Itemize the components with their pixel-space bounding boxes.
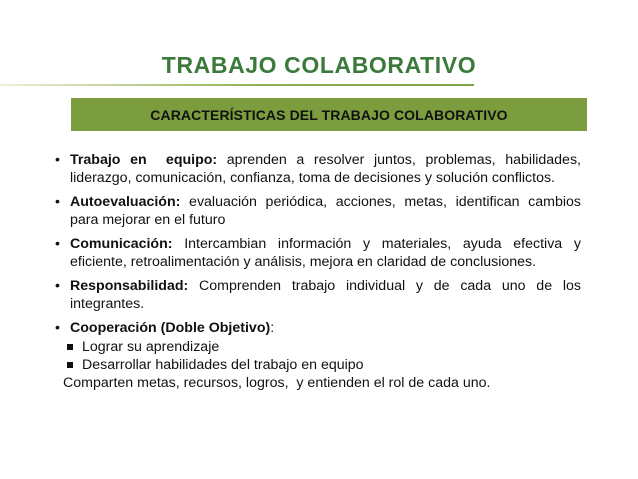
list-item-term: Autoevaluación: bbox=[70, 194, 181, 210]
list-item-trabajo-en-equipo bbox=[55, 151, 581, 187]
list-item-responsabilidad bbox=[55, 277, 581, 313]
list-item-term: Responsabilidad: bbox=[70, 278, 189, 294]
bullet-icon: • bbox=[55, 194, 60, 210]
list-item-term: Comunicación: bbox=[70, 236, 173, 252]
characteristics-list bbox=[55, 151, 581, 398]
list-item-text bbox=[70, 193, 581, 229]
bullet-icon: • bbox=[55, 152, 60, 168]
list-item-text bbox=[70, 151, 581, 187]
bullet-icon: • bbox=[55, 236, 60, 252]
list-item-text bbox=[70, 235, 581, 271]
title-underline bbox=[0, 84, 474, 86]
section-banner-label: CARACTERÍSTICAS DEL TRABAJO COLABORATIVO bbox=[150, 106, 508, 123]
list-item-text bbox=[70, 319, 581, 337]
sublist-item bbox=[65, 338, 581, 356]
list-item-description: Intercambian información y materiales, ayuda efectiva y eficiente, retroalimentación y análisis, mejora en claridad de conclusiones. bbox=[70, 236, 581, 270]
sublist-item bbox=[65, 356, 581, 374]
list-item-cooperacion bbox=[55, 319, 581, 392]
square-bullet-icon bbox=[67, 362, 73, 368]
list-item-text bbox=[70, 277, 581, 313]
sublist-item-label: Desarrollar habilidades del trabajo en equipo bbox=[82, 357, 364, 373]
list-item-description: : bbox=[270, 320, 275, 336]
cooperation-sublist bbox=[65, 338, 581, 374]
list-item-description: evaluación periódica, acciones, metas, identifican cambios para mejorar en el futuro bbox=[70, 194, 581, 228]
bullet-icon: • bbox=[55, 278, 60, 294]
bullet-icon: • bbox=[55, 320, 60, 336]
sublist-item-label: Lograr su aprendizaje bbox=[82, 339, 220, 355]
slide-title: TRABAJO COLABORATIVO bbox=[161, 52, 477, 78]
square-bullet-icon bbox=[67, 344, 73, 350]
list-item-autoevaluacion bbox=[55, 193, 581, 229]
list-item-comunicacion bbox=[55, 235, 581, 271]
list-item-term: Trabajo en equipo: bbox=[70, 152, 218, 168]
list-item-description: Comprenden trabajo individual y de cada uno de los integrantes. bbox=[70, 278, 581, 312]
list-item-description: aprenden a resolver juntos, problemas, habilidades, liderazgo, comunicación, confianza, toma de decisiones y solución conflictos. bbox=[70, 152, 581, 186]
section-banner bbox=[71, 98, 587, 131]
list-item-term: Cooperación (Doble Objetivo) bbox=[70, 320, 271, 336]
closing-sentence: Comparten metas, recursos, logros, y entienden el rol de cada uno. bbox=[63, 375, 491, 391]
